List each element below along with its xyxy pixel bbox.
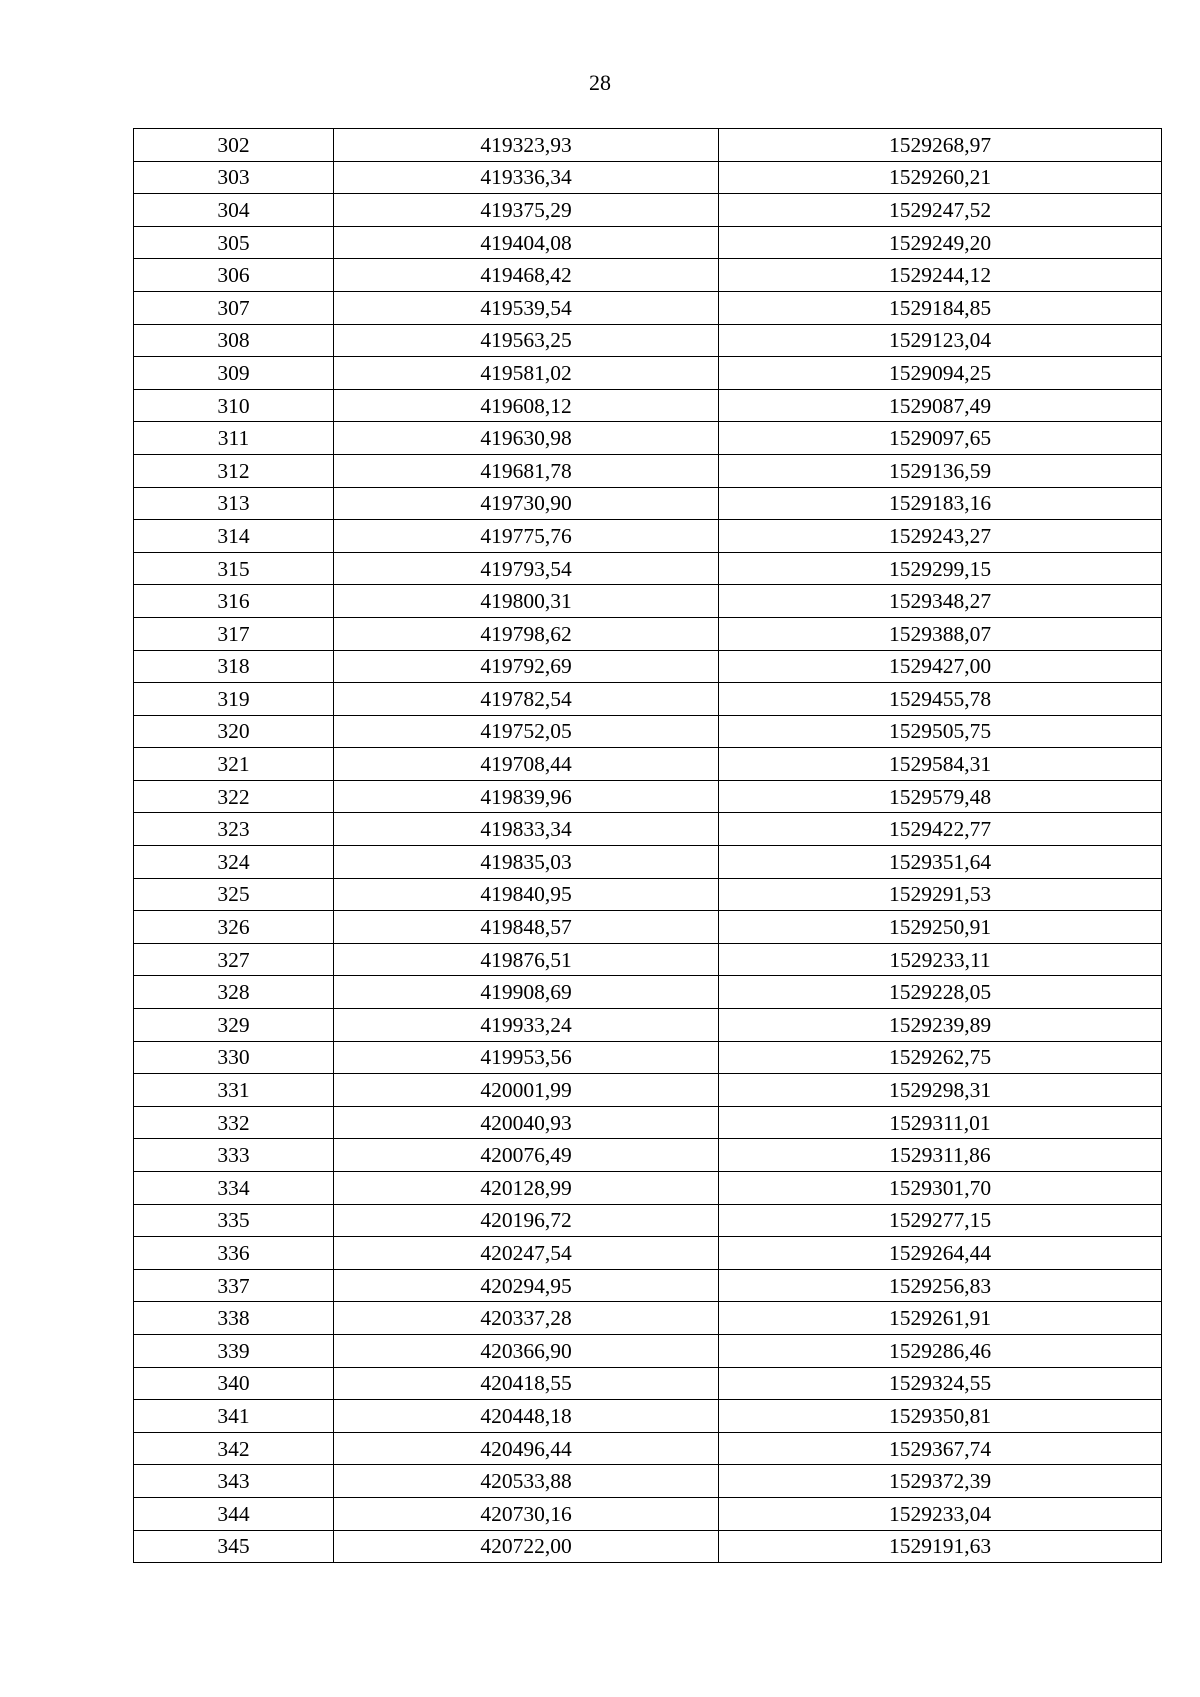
table-row	[134, 1432, 1162, 1465]
table-row	[134, 715, 1162, 748]
coordinates-table-body	[134, 129, 1162, 1563]
point-number-cell: 307	[134, 291, 334, 324]
point-number-cell: 318	[134, 650, 334, 683]
y-coordinate-cell: 1529351,64	[719, 846, 1162, 879]
y-coordinate-cell: 1529367,74	[719, 1432, 1162, 1465]
y-coordinate-cell: 1529243,27	[719, 520, 1162, 553]
x-coordinate-cell: 419630,98	[334, 422, 719, 455]
y-coordinate-cell: 1529268,97	[719, 129, 1162, 162]
point-number-cell: 323	[134, 813, 334, 846]
table-row	[134, 585, 1162, 618]
table-row	[134, 1497, 1162, 1530]
x-coordinate-cell: 420247,54	[334, 1237, 719, 1270]
page-number: 28	[589, 70, 611, 95]
table-row	[134, 487, 1162, 520]
table-row	[134, 1204, 1162, 1237]
point-number-cell: 342	[134, 1432, 334, 1465]
x-coordinate-cell: 419730,90	[334, 487, 719, 520]
y-coordinate-cell: 1529299,15	[719, 552, 1162, 585]
point-number-cell: 306	[134, 259, 334, 292]
y-coordinate-cell: 1529233,11	[719, 943, 1162, 976]
table-row	[134, 389, 1162, 422]
table-row	[134, 1139, 1162, 1172]
x-coordinate-cell: 419563,25	[334, 324, 719, 357]
table-row	[134, 1041, 1162, 1074]
point-number-cell: 340	[134, 1367, 334, 1400]
point-number-cell: 315	[134, 552, 334, 585]
x-coordinate-cell: 419876,51	[334, 943, 719, 976]
point-number-cell: 333	[134, 1139, 334, 1172]
x-coordinate-cell: 419404,08	[334, 226, 719, 259]
point-number-cell: 339	[134, 1334, 334, 1367]
y-coordinate-cell: 1529427,00	[719, 650, 1162, 683]
y-coordinate-cell: 1529311,01	[719, 1106, 1162, 1139]
table-row	[134, 259, 1162, 292]
point-number-cell: 335	[134, 1204, 334, 1237]
x-coordinate-cell: 419833,34	[334, 813, 719, 846]
y-coordinate-cell: 1529191,63	[719, 1530, 1162, 1563]
y-coordinate-cell: 1529298,31	[719, 1074, 1162, 1107]
point-number-cell: 331	[134, 1074, 334, 1107]
y-coordinate-cell: 1529277,15	[719, 1204, 1162, 1237]
table-row	[134, 813, 1162, 846]
table-row	[134, 1400, 1162, 1433]
y-coordinate-cell: 1529350,81	[719, 1400, 1162, 1433]
x-coordinate-cell: 419375,29	[334, 194, 719, 227]
x-coordinate-cell: 419792,69	[334, 650, 719, 683]
x-coordinate-cell: 419581,02	[334, 357, 719, 390]
point-number-cell: 337	[134, 1269, 334, 1302]
point-number-cell: 329	[134, 1009, 334, 1042]
x-coordinate-cell: 420448,18	[334, 1400, 719, 1433]
x-coordinate-cell: 420496,44	[334, 1432, 719, 1465]
x-coordinate-cell: 419775,76	[334, 520, 719, 553]
x-coordinate-cell: 420533,88	[334, 1465, 719, 1498]
x-coordinate-cell: 419708,44	[334, 748, 719, 781]
table-row	[134, 1367, 1162, 1400]
y-coordinate-cell: 1529286,46	[719, 1334, 1162, 1367]
point-number-cell: 320	[134, 715, 334, 748]
table-row	[134, 520, 1162, 553]
y-coordinate-cell: 1529348,27	[719, 585, 1162, 618]
point-number-cell: 312	[134, 454, 334, 487]
y-coordinate-cell: 1529183,16	[719, 487, 1162, 520]
table-row	[134, 748, 1162, 781]
y-coordinate-cell: 1529584,31	[719, 748, 1162, 781]
point-number-cell: 330	[134, 1041, 334, 1074]
table-row	[134, 291, 1162, 324]
x-coordinate-cell: 419848,57	[334, 911, 719, 944]
table-row	[134, 422, 1162, 455]
y-coordinate-cell: 1529256,83	[719, 1269, 1162, 1302]
point-number-cell: 302	[134, 129, 334, 162]
point-number-cell: 314	[134, 520, 334, 553]
y-coordinate-cell: 1529301,70	[719, 1172, 1162, 1205]
table-row	[134, 1172, 1162, 1205]
x-coordinate-cell: 419681,78	[334, 454, 719, 487]
y-coordinate-cell: 1529422,77	[719, 813, 1162, 846]
point-number-cell: 344	[134, 1497, 334, 1530]
x-coordinate-cell: 419798,62	[334, 617, 719, 650]
y-coordinate-cell: 1529247,52	[719, 194, 1162, 227]
y-coordinate-cell: 1529123,04	[719, 324, 1162, 357]
point-number-cell: 310	[134, 389, 334, 422]
x-coordinate-cell: 419782,54	[334, 683, 719, 716]
y-coordinate-cell: 1529094,25	[719, 357, 1162, 390]
table-row	[134, 943, 1162, 976]
x-coordinate-cell: 419608,12	[334, 389, 719, 422]
x-coordinate-cell: 420001,99	[334, 1074, 719, 1107]
point-number-cell: 328	[134, 976, 334, 1009]
x-coordinate-cell: 419323,93	[334, 129, 719, 162]
point-number-cell: 319	[134, 683, 334, 716]
table-row	[134, 1009, 1162, 1042]
x-coordinate-cell: 420730,16	[334, 1497, 719, 1530]
x-coordinate-cell: 419793,54	[334, 552, 719, 585]
x-coordinate-cell: 420337,28	[334, 1302, 719, 1335]
x-coordinate-cell: 419839,96	[334, 780, 719, 813]
point-number-cell: 309	[134, 357, 334, 390]
y-coordinate-cell: 1529311,86	[719, 1139, 1162, 1172]
point-number-cell: 316	[134, 585, 334, 618]
y-coordinate-cell: 1529249,20	[719, 226, 1162, 259]
table-row	[134, 650, 1162, 683]
table-row	[134, 357, 1162, 390]
point-number-cell: 325	[134, 878, 334, 911]
y-coordinate-cell: 1529260,21	[719, 161, 1162, 194]
table-row	[134, 1302, 1162, 1335]
table-row	[134, 129, 1162, 162]
y-coordinate-cell: 1529233,04	[719, 1497, 1162, 1530]
point-number-cell: 324	[134, 846, 334, 879]
point-number-cell: 326	[134, 911, 334, 944]
y-coordinate-cell: 1529239,89	[719, 1009, 1162, 1042]
table-row	[134, 454, 1162, 487]
y-coordinate-cell: 1529184,85	[719, 291, 1162, 324]
y-coordinate-cell: 1529505,75	[719, 715, 1162, 748]
point-number-cell: 303	[134, 161, 334, 194]
x-coordinate-cell: 419539,54	[334, 291, 719, 324]
y-coordinate-cell: 1529388,07	[719, 617, 1162, 650]
point-number-cell: 304	[134, 194, 334, 227]
x-coordinate-cell: 419933,24	[334, 1009, 719, 1042]
x-coordinate-cell: 420040,93	[334, 1106, 719, 1139]
point-number-cell: 334	[134, 1172, 334, 1205]
table-row	[134, 1530, 1162, 1563]
y-coordinate-cell: 1529228,05	[719, 976, 1162, 1009]
point-number-cell: 336	[134, 1237, 334, 1270]
point-number-cell: 311	[134, 422, 334, 455]
y-coordinate-cell: 1529087,49	[719, 389, 1162, 422]
table-row	[134, 617, 1162, 650]
y-coordinate-cell: 1529244,12	[719, 259, 1162, 292]
point-number-cell: 327	[134, 943, 334, 976]
coordinates-table	[133, 128, 1162, 1563]
point-number-cell: 317	[134, 617, 334, 650]
point-number-cell: 321	[134, 748, 334, 781]
table-row	[134, 780, 1162, 813]
point-number-cell: 343	[134, 1465, 334, 1498]
table-row	[134, 1465, 1162, 1498]
table-row	[134, 226, 1162, 259]
x-coordinate-cell: 420196,72	[334, 1204, 719, 1237]
y-coordinate-cell: 1529372,39	[719, 1465, 1162, 1498]
table-row	[134, 911, 1162, 944]
table-row	[134, 846, 1162, 879]
table-row	[134, 194, 1162, 227]
y-coordinate-cell: 1529455,78	[719, 683, 1162, 716]
x-coordinate-cell: 420366,90	[334, 1334, 719, 1367]
table-row	[134, 1237, 1162, 1270]
point-number-cell: 305	[134, 226, 334, 259]
x-coordinate-cell: 419953,56	[334, 1041, 719, 1074]
x-coordinate-cell: 420722,00	[334, 1530, 719, 1563]
table-row	[134, 1334, 1162, 1367]
x-coordinate-cell: 419336,34	[334, 161, 719, 194]
table-row	[134, 1106, 1162, 1139]
y-coordinate-cell: 1529291,53	[719, 878, 1162, 911]
y-coordinate-cell: 1529264,44	[719, 1237, 1162, 1270]
y-coordinate-cell: 1529579,48	[719, 780, 1162, 813]
y-coordinate-cell: 1529262,75	[719, 1041, 1162, 1074]
x-coordinate-cell: 419840,95	[334, 878, 719, 911]
table-row	[134, 552, 1162, 585]
point-number-cell: 341	[134, 1400, 334, 1433]
x-coordinate-cell: 420076,49	[334, 1139, 719, 1172]
table-row	[134, 1074, 1162, 1107]
y-coordinate-cell: 1529324,55	[719, 1367, 1162, 1400]
table-row	[134, 161, 1162, 194]
table-row	[134, 976, 1162, 1009]
point-number-cell: 345	[134, 1530, 334, 1563]
point-number-cell: 322	[134, 780, 334, 813]
x-coordinate-cell: 419908,69	[334, 976, 719, 1009]
x-coordinate-cell: 420418,55	[334, 1367, 719, 1400]
table-row	[134, 324, 1162, 357]
x-coordinate-cell: 419752,05	[334, 715, 719, 748]
table-row	[134, 878, 1162, 911]
x-coordinate-cell: 419800,31	[334, 585, 719, 618]
point-number-cell: 338	[134, 1302, 334, 1335]
y-coordinate-cell: 1529097,65	[719, 422, 1162, 455]
point-number-cell: 332	[134, 1106, 334, 1139]
point-number-cell: 313	[134, 487, 334, 520]
x-coordinate-cell: 420294,95	[334, 1269, 719, 1302]
point-number-cell: 308	[134, 324, 334, 357]
y-coordinate-cell: 1529136,59	[719, 454, 1162, 487]
x-coordinate-cell: 419468,42	[334, 259, 719, 292]
y-coordinate-cell: 1529261,91	[719, 1302, 1162, 1335]
y-coordinate-cell: 1529250,91	[719, 911, 1162, 944]
x-coordinate-cell: 419835,03	[334, 846, 719, 879]
table-row	[134, 1269, 1162, 1302]
table-row	[134, 683, 1162, 716]
x-coordinate-cell: 420128,99	[334, 1172, 719, 1205]
